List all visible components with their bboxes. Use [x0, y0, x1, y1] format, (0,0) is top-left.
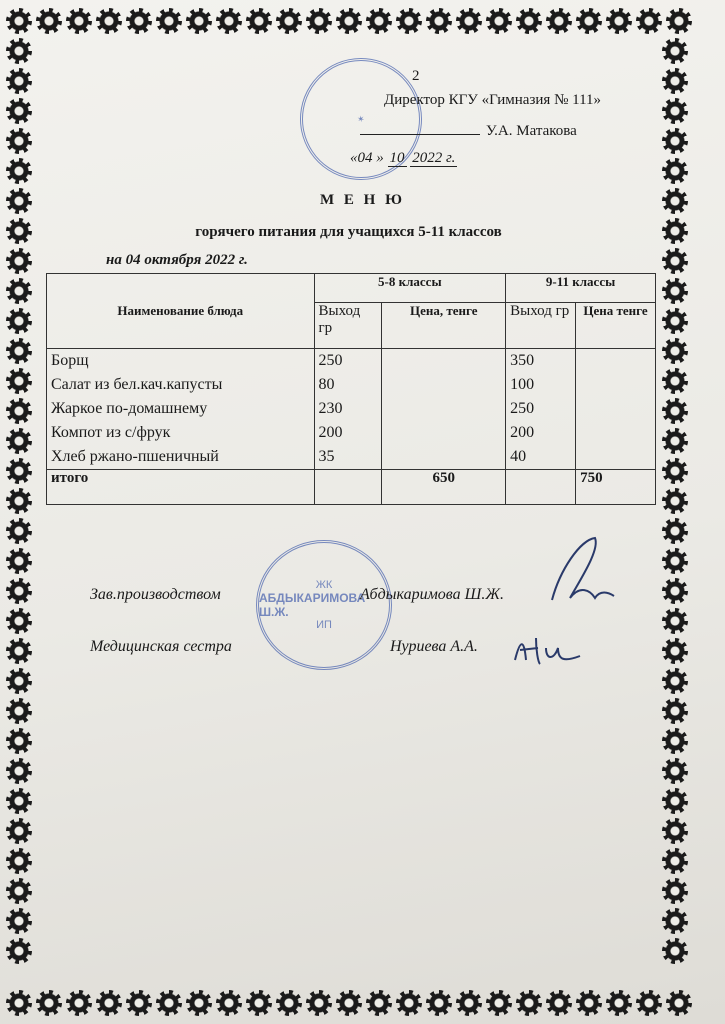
- border-gear-icon: [6, 938, 32, 964]
- director-title: Директор КГУ «Гимназия № 111»: [384, 92, 602, 108]
- border-gear-icon: [662, 248, 688, 274]
- border-gear-icon: [662, 668, 688, 694]
- border-gear-icon: [336, 990, 362, 1016]
- border-gear-icon: [6, 338, 32, 364]
- border-gear-icon: [126, 8, 152, 34]
- border-gear-icon: [666, 8, 692, 34]
- border-gear-icon: [6, 990, 32, 1016]
- border-gear-icon: [662, 818, 688, 844]
- border-gear-icon: [6, 608, 32, 634]
- stamp-bottom-text: ИП: [316, 619, 332, 631]
- border-gear-icon: [6, 128, 32, 154]
- border-gear-icon: [276, 8, 302, 34]
- dish-name: Борщ: [51, 352, 89, 369]
- border-gear-icon: [662, 758, 688, 784]
- border-gear-icon: [516, 8, 542, 34]
- border-gear-icon: [126, 990, 152, 1016]
- column-header-price-9-11: Цена тенге: [576, 303, 656, 349]
- border-gear-icon: [662, 458, 688, 484]
- total-empty-cell: [314, 470, 382, 505]
- dish-name: Салат из бел.кач.капусты: [51, 376, 223, 393]
- border-gear-icon: [6, 38, 32, 64]
- border-gear-icon: [546, 8, 572, 34]
- border-gear-icon: [366, 990, 392, 1016]
- border-gear-icon: [662, 98, 688, 124]
- border-gear-icon: [662, 278, 688, 304]
- border-gear-icon: [6, 878, 32, 904]
- border-gear-icon: [662, 578, 688, 604]
- border-gear-icon: [6, 158, 32, 184]
- signer-role: Зав.производством: [90, 586, 221, 603]
- border-gear-icon: [6, 308, 32, 334]
- border-gear-icon: [662, 68, 688, 94]
- signer-name: Абдыкаримова Ш.Ж.: [360, 586, 504, 603]
- column-header-yield-5-8: Выход гр: [314, 303, 382, 349]
- border-gear-icon: [306, 990, 332, 1016]
- border-gear-icon: [186, 8, 212, 34]
- border-gear-icon: [662, 488, 688, 514]
- stamp-name-text: АБДЫКАРИМОВА Ш.Ж.: [259, 591, 366, 619]
- border-gear-icon: [156, 8, 182, 34]
- total-price-5-8: 650: [382, 470, 506, 505]
- signer-name: Нуриева А.А.: [390, 638, 478, 655]
- director-name: У.А. Матакова: [486, 123, 577, 139]
- border-gear-icon: [636, 990, 662, 1016]
- border-gear-icon: [6, 458, 32, 484]
- border-gear-icon: [96, 990, 122, 1016]
- border-gear-icon: [662, 698, 688, 724]
- border-gear-icon: [6, 68, 32, 94]
- stamp-top-text: ЖК: [315, 579, 333, 591]
- border-gear-icon: [6, 758, 32, 784]
- border-gear-icon: [426, 990, 452, 1016]
- border-gear-icon: [662, 608, 688, 634]
- border-gear-icon: [336, 8, 362, 34]
- border-gear-icon: [662, 338, 688, 364]
- yield-value: 250: [510, 400, 535, 417]
- border-gear-icon: [6, 368, 32, 394]
- border-gear-icon: [662, 878, 688, 904]
- total-row: [47, 470, 656, 505]
- border-gear-icon: [486, 8, 512, 34]
- border-gear-icon: [662, 128, 688, 154]
- border-gear-icon: [6, 428, 32, 454]
- dish-names-cell: [47, 349, 315, 470]
- border-gear-icon: [662, 428, 688, 454]
- date-day: «04 »: [350, 150, 384, 166]
- total-empty-cell: [506, 470, 576, 505]
- decorative-border-top: [4, 6, 694, 36]
- border-gear-icon: [6, 518, 32, 544]
- border-gear-icon: [576, 990, 602, 1016]
- column-header-dish: Наименование блюда: [47, 274, 315, 349]
- date-month: 10: [389, 150, 405, 166]
- border-gear-icon: [662, 308, 688, 334]
- border-gear-icon: [36, 990, 62, 1016]
- border-gear-icon: [662, 788, 688, 814]
- yield-value: 230: [318, 400, 343, 417]
- border-gear-icon: [486, 990, 512, 1016]
- menu-table: [46, 273, 656, 505]
- border-gear-icon: [216, 990, 242, 1016]
- total-price-9-11: 750: [576, 470, 656, 505]
- border-gear-icon: [306, 8, 332, 34]
- border-gear-icon: [6, 248, 32, 274]
- border-gear-icon: [6, 98, 32, 124]
- table-body-row: [47, 349, 656, 470]
- border-gear-icon: [662, 848, 688, 874]
- border-gear-icon: [576, 8, 602, 34]
- border-gear-icon: [662, 638, 688, 664]
- border-gear-icon: [662, 728, 688, 754]
- border-gear-icon: [662, 938, 688, 964]
- yield-value: 40: [510, 448, 527, 465]
- dish-name: Компот из с/фрук: [51, 424, 171, 441]
- price-5-8-cell: [382, 349, 506, 470]
- border-gear-icon: [426, 8, 452, 34]
- yield-value: 200: [318, 424, 343, 441]
- border-gear-icon: [662, 368, 688, 394]
- page-title: М Е Н Ю: [320, 192, 405, 208]
- border-gear-icon: [456, 8, 482, 34]
- border-gear-icon: [66, 8, 92, 34]
- border-gear-icon: [366, 8, 392, 34]
- border-gear-icon: [246, 8, 272, 34]
- dish-name: Жаркое по-домашнему: [51, 400, 208, 417]
- border-gear-icon: [216, 8, 242, 34]
- signature-nurieva: [510, 630, 590, 670]
- border-gear-icon: [6, 908, 32, 934]
- border-gear-icon: [662, 548, 688, 574]
- border-gear-icon: [396, 990, 422, 1016]
- border-gear-icon: [662, 398, 688, 424]
- border-gear-icon: [6, 818, 32, 844]
- border-gear-icon: [662, 518, 688, 544]
- border-gear-icon: [636, 8, 662, 34]
- yield-9-11-cell: [506, 349, 576, 470]
- page-subtitle: горячего питания для учащихся 5-11 классов: [195, 224, 502, 240]
- border-gear-icon: [516, 990, 542, 1016]
- column-group-5-8: 5-8 классы: [314, 274, 506, 303]
- dish-name: Хлеб ржано-пшеничный: [51, 448, 219, 465]
- border-gear-icon: [276, 990, 302, 1016]
- border-gear-icon: [6, 578, 32, 604]
- border-gear-icon: [6, 668, 32, 694]
- border-gear-icon: [606, 8, 632, 34]
- border-gear-icon: [396, 8, 422, 34]
- border-gear-icon: [6, 278, 32, 304]
- approval-date: [350, 150, 457, 167]
- border-gear-icon: [6, 398, 32, 424]
- border-gear-icon: [6, 638, 32, 664]
- signer-nurse: [90, 638, 478, 656]
- menu-date: на 04 октября 2022 г.: [106, 252, 248, 268]
- yield-5-8-cell: [314, 349, 382, 470]
- border-gear-icon: [662, 908, 688, 934]
- border-gear-icon: [606, 990, 632, 1016]
- border-gear-icon: [456, 990, 482, 1016]
- signer-role: Медицинская сестра: [90, 638, 232, 655]
- column-header-yield-9-11: Выход гр: [506, 303, 576, 349]
- border-gear-icon: [6, 8, 32, 34]
- yield-value: 250: [318, 352, 343, 369]
- border-gear-icon: [186, 990, 212, 1016]
- approval-number: 2: [412, 68, 420, 84]
- total-label: итого: [47, 470, 315, 505]
- yield-value: 100: [510, 376, 535, 393]
- border-gear-icon: [246, 990, 272, 1016]
- seal-star-icon: ✶: [356, 112, 366, 125]
- border-gear-icon: [6, 488, 32, 514]
- date-year: 2022 г.: [412, 150, 456, 166]
- signature-abdykarimova: [540, 530, 620, 610]
- border-gear-icon: [666, 990, 692, 1016]
- border-gear-icon: [36, 8, 62, 34]
- director-signature-line: [360, 123, 577, 140]
- border-gear-icon: [6, 728, 32, 754]
- border-gear-icon: [6, 548, 32, 574]
- border-gear-icon: [156, 990, 182, 1016]
- border-gear-icon: [662, 38, 688, 64]
- yield-value: 80: [318, 376, 335, 393]
- border-gear-icon: [6, 788, 32, 814]
- border-gear-icon: [66, 990, 92, 1016]
- decorative-border-right: [660, 36, 690, 966]
- column-header-price-5-8: Цена, тенге: [382, 303, 506, 349]
- decorative-border-left: [4, 36, 34, 966]
- border-gear-icon: [546, 990, 572, 1016]
- border-gear-icon: [6, 848, 32, 874]
- border-gear-icon: [96, 8, 122, 34]
- yield-value: 200: [510, 424, 535, 441]
- yield-value: 350: [510, 352, 535, 369]
- decorative-border-bottom: [4, 988, 694, 1018]
- border-gear-icon: [6, 698, 32, 724]
- price-9-11-cell: [576, 349, 656, 470]
- yield-value: 35: [318, 448, 335, 465]
- column-group-9-11: 9-11 классы: [506, 274, 656, 303]
- signer-production-head: [90, 586, 504, 604]
- border-gear-icon: [662, 158, 688, 184]
